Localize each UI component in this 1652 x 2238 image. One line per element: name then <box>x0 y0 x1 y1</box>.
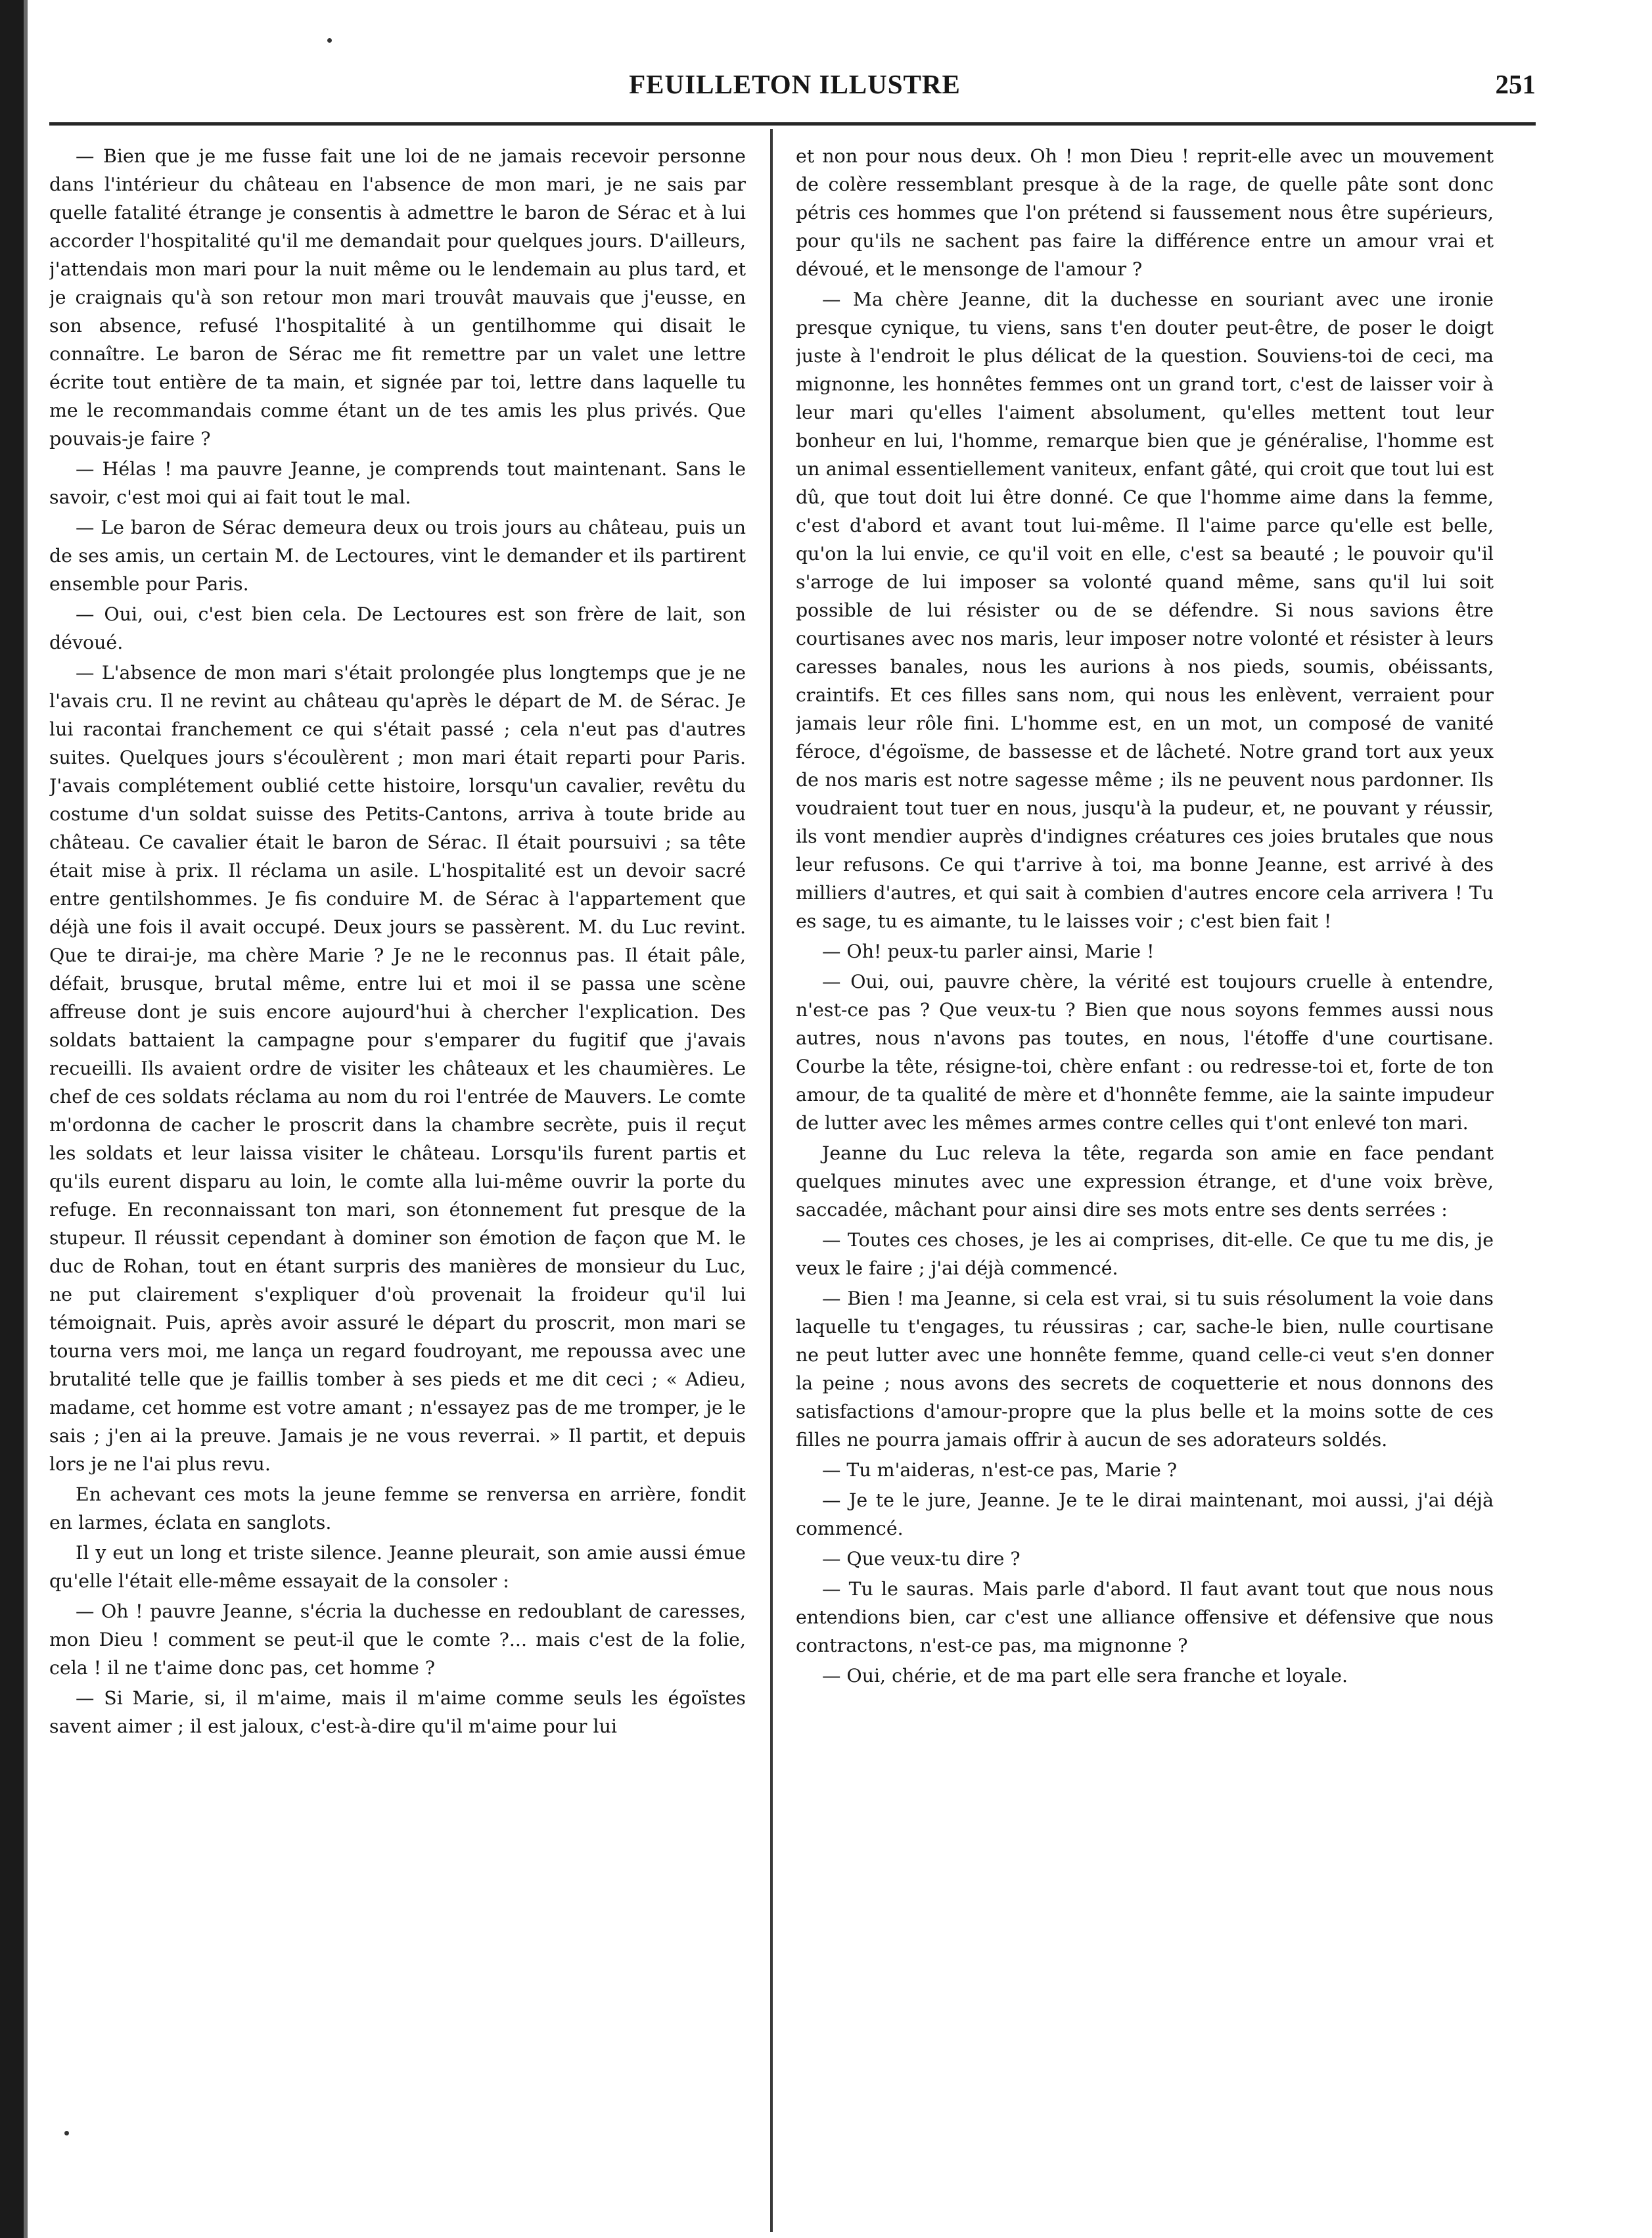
paragraph: Jeanne du Luc releva la tête, regarda son amie en face pendant quelques minutes avec une expression étrange, et d'une voix brève, saccadée, mâchant pour ainsi dire ses mots entre ses dents serrées : <box>796 1142 1494 1221</box>
paragraph: — Hélas ! ma pauvre Jeanne, je comprends tout maintenant. Sans le savoir, c'est moi qui ai fait tout le mal. <box>49 458 746 508</box>
binding-edge <box>0 0 24 2238</box>
paragraph: — Si Marie, si, il m'aime, mais il m'aime comme seuls les égoïstes savent aimer ; il est jaloux, c'est-à-dire qu'il m'aime pour lui <box>49 1687 746 1737</box>
print-speck <box>327 38 332 43</box>
paragraph: — Que veux-tu dire ? <box>822 1548 1021 1570</box>
page-header <box>54 68 1536 114</box>
paragraph: — Tu m'aideras, n'est-ce pas, Marie ? <box>822 1459 1178 1481</box>
paragraph: — Tu le sauras. Mais parle d'abord. Il faut avant tout que nous nous entendions bien, car c'est une alliance offensive et défensive que nous contractons, n'est-ce pas, ma mignonne ? <box>796 1578 1494 1656</box>
paragraph: — Oh ! pauvre Jeanne, s'écria la duchesse en redoublant de caresses, mon Dieu ! comment se peut-il que le comte ?... mais c'est de la folie, cela ! il ne t'aime donc pas, cet homme ? <box>49 1600 746 1679</box>
paragraph: — Le baron de Sérac demeura deux ou trois jours au château, puis un de ses amis, un certain M. de Lectoures, vint le demander et ils partirent ensemble pour Paris. <box>49 517 746 595</box>
right-column <box>796 142 1494 2226</box>
left-column <box>49 142 746 2226</box>
running-title: FEUILLETON ILLUSTRE <box>629 69 961 99</box>
paragraph: — Ma chère Jeanne, dit la duchesse en souriant avec une ironie presque cynique, tu viens, sans t'en douter peut-être, de poser le doigt juste à l'endroit le plus délicat de la question. Souviens-toi de ceci, ma mignonne, les honnêtes femmes ont un grand tort, c'est de laisser voir à leur mari qu'elles l'aiment absolument, qu'elles mettent tout leur bonheur en lui, l'homme, remarque bien que je généralise, l'homme est un animal essentiellement vaniteux, enfant gâté, qui croit que tout lui est dû, que tout doit lui être donné. Ce que l'homme aime dans la femme, c'est d'abord et avant tout lui-même. Il l'aime parce qu'elle est belle, qu'on la lui envie, ce qu'il voit en elle, c'est sa beauté ; le pouvoir qu'il s'arroge de lui imposer sa volonté quand même, sans qu'il lui soit possible de lui résister ou de se défendre. Si nous savions être courtisanes avec nos maris, leur imposer notre volonté et résister à leurs caresses banales, nous les aurions à nos pieds, soumis, obéissants, craintifs. Et ces filles sans nom, qui nous les enlèvent, verraient pour jamais leur rôle fini. L'homme est, en un mot, un composé de vanité féroce, d'égoïsme, de bassesse et de lâcheté. Notre grand tort aux yeux de nos maris est notre sagesse même ; ils ne peuvent nous pardonner. Ils voudraient tout tuer en nous, jusqu'à la pudeur, et, ne pouvant y réussir, ils vont mendier auprès d'indignes créatures ces joies brutales que nous leur refusons. Ce qui t'arrive à toi, ma bonne Jeanne, est arrivé à des milliers d'autres, et qui sait à combien d'autres encore cela arrivera ! Tu es sage, tu es aimante, tu le laisses voir ; c'est bien fait ! <box>796 289 1494 932</box>
paragraph: — Oui, oui, pauvre chère, la vérité est toujours cruelle à entendre, n'est-ce pas ? Que veux-tu ? Bien que nous soyons femmes aussi nous autres, nous n'avons pas toutes, en nous, l'étoffe d'une courtisane. Courbe la tête, résigne-toi, chère enfant : ou redresse-toi et, forte de ton amour, de ta qualité de mère et d'honnête femme, aie la sainte impudeur de lutter avec les mêmes armes contre celles qui t'ont enlevé ton mari. <box>796 971 1494 1134</box>
paragraph: — Oh! peux-tu parler ainsi, Marie ! <box>822 941 1155 962</box>
header-rule <box>49 122 1536 126</box>
paragraph: — Je te le jure, Jeanne. Je te le dirai maintenant, moi aussi, j'ai déjà commencé. <box>796 1489 1494 1539</box>
paragraph-continued: et non pour nous deux. Oh ! mon Dieu ! reprit-elle avec un mouvement de colère ressemblant presque à de la rage, de quelle pâte sont donc pétris ces hommes que l'on prétend si faussement nous être supérieurs, pour qu'ils ne sachent pas faire la différence entre un amour vrai et dévoué, et le mensonge de l'amour ? <box>796 145 1494 280</box>
paragraph: — Bien ! ma Jeanne, si cela est vrai, si tu suis résolument la voie dans laquelle tu t'engages, tu réussiras ; car, sache-le bien, nulle courtisane ne peut lutter avec une honnête femme, quand celle-ci veut s'en donner la peine ; nous avons des secrets de coquetterie et nous donnons des satisfactions d'amour-propre que la plus belle et la moins sotte de ces filles ne pourra jamais offrir à aucun de ses adorateurs soldés. <box>796 1288 1494 1451</box>
paragraph: — Toutes ces choses, je les ai comprises, dit-elle. Ce que tu me dis, je veux le faire ; j'ai déjà commencé. <box>796 1229 1494 1279</box>
paragraph: — Oui, oui, c'est bien cela. De Lectoures est son frère de lait, son dévoué. <box>49 603 746 653</box>
paragraph: — Oui, chérie, et de ma part elle sera franche et loyale. <box>822 1665 1348 1687</box>
column-divider <box>770 129 773 2232</box>
paragraph: — L'absence de mon mari s'était prolongée plus longtemps que je ne l'avais cru. Il ne revint au château qu'après le départ de M. de Sérac. Je lui racontai franchement ce qui s'était passé ; cela n'eut pas d'autres suites. Quelques jours s'écoulèrent ; mon mari était reparti pour Paris. J'avais complétement oublié cette histoire, lorsqu'un cavalier, revêtu du costume d'un soldat suisse des Petits-Cantons, arriva à toute bride au château. Ce cavalier était le baron de Sérac. Il était poursuivi ; sa tête était mise à prix. Il réclama un asile. L'hospitalité est un devoir sacré entre gentilshommes. Je fis conduire M. de Sérac à l'appartement que déjà une fois il avait occupé. Deux jours se passèrent. M. du Luc revint. Que te dirai-je, ma chère Marie ? Je ne le reconnus pas. Il était pâle, défait, brusque, brutal même, entre lui et moi il se passa une scène affreuse dont je suis encore aujourd'hui à chercher l'explication. Des soldats battaient la campagne pour s'emparer du fugitif que j'avais recueilli. Ils avaient ordre de visiter les châteaux et les chaumières. Le chef de ces soldats réclama au nom du roi l'entrée de Mauvers. Le comte m'ordonna de cacher le proscrit dans la chambre secrète, puis il reçut les soldats et leur laissa visiter le château. Lorsqu'ils furent partis et qu'ils eurent disparu au loin, le comte alla lui-même ouvrir la porte du refuge. En reconnaissant ton mari, son étonnement fut presque de la stupeur. Il réussit cependant à dominer son émotion de façon que M. le duc de Rohan, tout en étant surpris des manières de monsieur du Luc, ne put clairement s'expliquer d'où provenait la froideur qu'il lui témoignait. Puis, après avoir assuré le départ du proscrit, mon mari se tourna vers moi, me lança un regard foudroyant, me repoussa avec une brutalité telle que je faillis tomber à ses pieds et me dit ceci ; « Adieu, madame, cet homme est votre amant ; n'essayez pas de me tromper, je le sais ; j'en ai la preuve. Jamais je ne vous reverrai. » Il partit, et depuis lors je ne l'ai plus revu. <box>49 662 746 1475</box>
page-number: 251 <box>1495 69 1536 99</box>
paragraph: En achevant ces mots la jeune femme se renversa en arrière, fondit en larmes, éclata en sanglots. <box>49 1483 746 1533</box>
print-speck <box>64 2131 69 2135</box>
binding-shadow <box>24 0 28 2238</box>
paragraph: — Bien que je me fusse fait une loi de ne jamais recevoir personne dans l'intérieur du château en l'absence de mon mari, je ne sais par quelle fatalité étrange je consentis à admettre le baron de Sérac et à lui accorder l'hospitalité qu'il me demandait pour quelques jours. D'ailleurs, j'attendais mon mari pour la nuit même ou le lendemain au plus tard, et je craignais qu'à son retour mon mari trouvât mauvais que j'eusse, en son absence, refusé l'hospitalité à un gentilhomme qui disait le connaître. Le baron de Sérac me fit remettre par un valet une lettre écrite tout entière de ta main, et signée par toi, lettre dans laquelle tu me le recommandais comme étant un de tes amis les plus privés. Que pouvais-je faire ? <box>49 145 746 450</box>
paragraph: Il y eut un long et triste silence. Jeanne pleurait, son amie aussi émue qu'elle l'était elle-même essayait de la consoler : <box>49 1542 746 1592</box>
